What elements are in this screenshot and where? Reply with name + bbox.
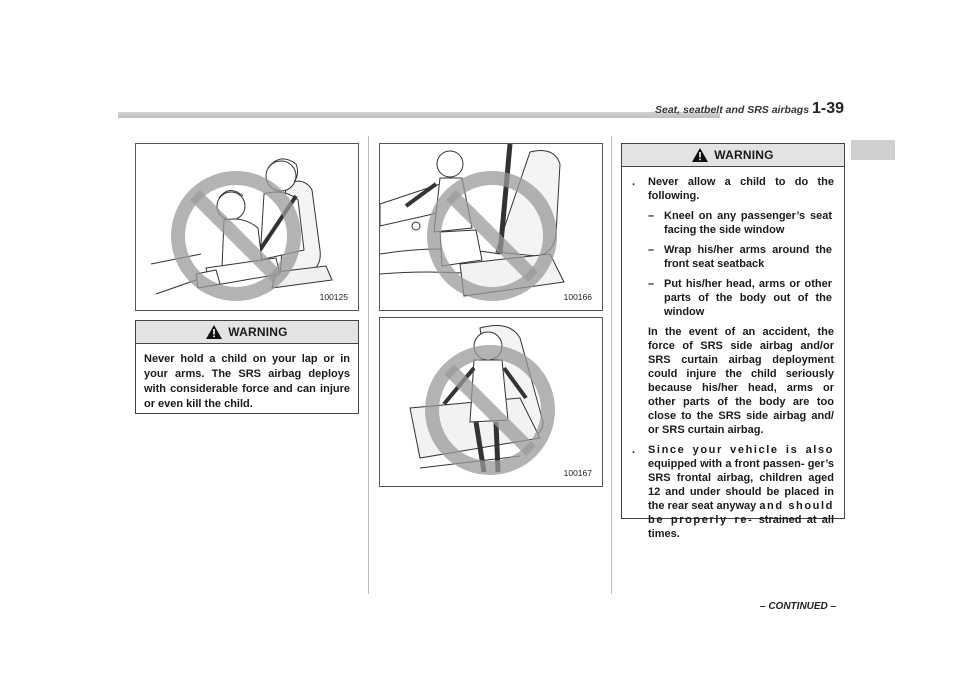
warning-note: In the event of an accident, the force of SRS side airbag and/or SRS curtain airbag deployment could injure the child seriously because his/her head, arms or other parts of the body are too close to the SRS side airbag and/ or SRS curtain airbag.: [648, 326, 834, 436]
dash-item: [630, 277, 834, 319]
dash-item: [630, 209, 834, 237]
kneeling-illustration: [380, 144, 602, 310]
figure-child-hugging-seat: [379, 317, 603, 487]
section-title: Seat, seatbelt and SRS airbags: [655, 104, 810, 116]
dash-mark: –: [648, 210, 655, 222]
warning-header: [622, 144, 844, 167]
warning-bullet: [630, 175, 834, 203]
figure-code: 100166: [563, 292, 592, 302]
figure-child-kneeling: [379, 143, 603, 311]
page-number: 1-39: [812, 100, 845, 117]
continued-label: – CONTINUED –: [760, 601, 837, 612]
warning-triangle-icon: [206, 325, 222, 339]
dash-text: Wrap his/her arms around the front seat seatback: [664, 244, 832, 270]
bullet-text: equipped with a front passen- ger’s SRS frontal airbag, children aged 12 and under should be placed in the rear seat anyway: [648, 458, 834, 512]
warning-triangle-icon: [692, 148, 708, 162]
figure-code: 100167: [563, 468, 592, 478]
lap-illustration: [136, 144, 358, 310]
bullet-lead: Since your vehicle is also: [648, 444, 834, 456]
column-divider-right: [611, 136, 612, 594]
bullet-text: Never allow a child to do the following.: [648, 176, 834, 202]
hugging-illustration: [380, 318, 602, 486]
warning-body: [622, 167, 844, 541]
header-rule: [118, 112, 720, 118]
dash-text: Kneel on any passenger’s seat facing the side window: [664, 210, 832, 236]
column-divider-left: [368, 136, 369, 594]
figure-code: 100125: [319, 292, 348, 302]
warning-text: Never hold a child on your lap or in your arms. The SRS airbag deploys with considerable force and can injure or even kill the child.: [144, 353, 350, 410]
figure-child-on-lap: [135, 143, 359, 311]
bullet-mark: .: [632, 176, 636, 188]
bullet-end: strained at all times.: [648, 514, 834, 540]
warning-title: WARNING: [714, 148, 774, 162]
warning-header: [136, 321, 358, 344]
dash-mark: –: [648, 278, 655, 290]
dash-text: Put his/her head, arms or other parts of the body out of the window: [664, 278, 832, 318]
warning-bullet: [630, 443, 834, 541]
warning-box-right: [621, 143, 845, 540]
bullet-mark: .: [632, 444, 636, 456]
chapter-tab: [851, 140, 895, 160]
warning-box-left: [135, 320, 359, 414]
dash-item: [630, 243, 834, 271]
warning-title: WARNING: [228, 325, 288, 339]
bullet-spaced: and should be properly re-: [648, 500, 834, 526]
dash-mark: –: [648, 244, 655, 256]
